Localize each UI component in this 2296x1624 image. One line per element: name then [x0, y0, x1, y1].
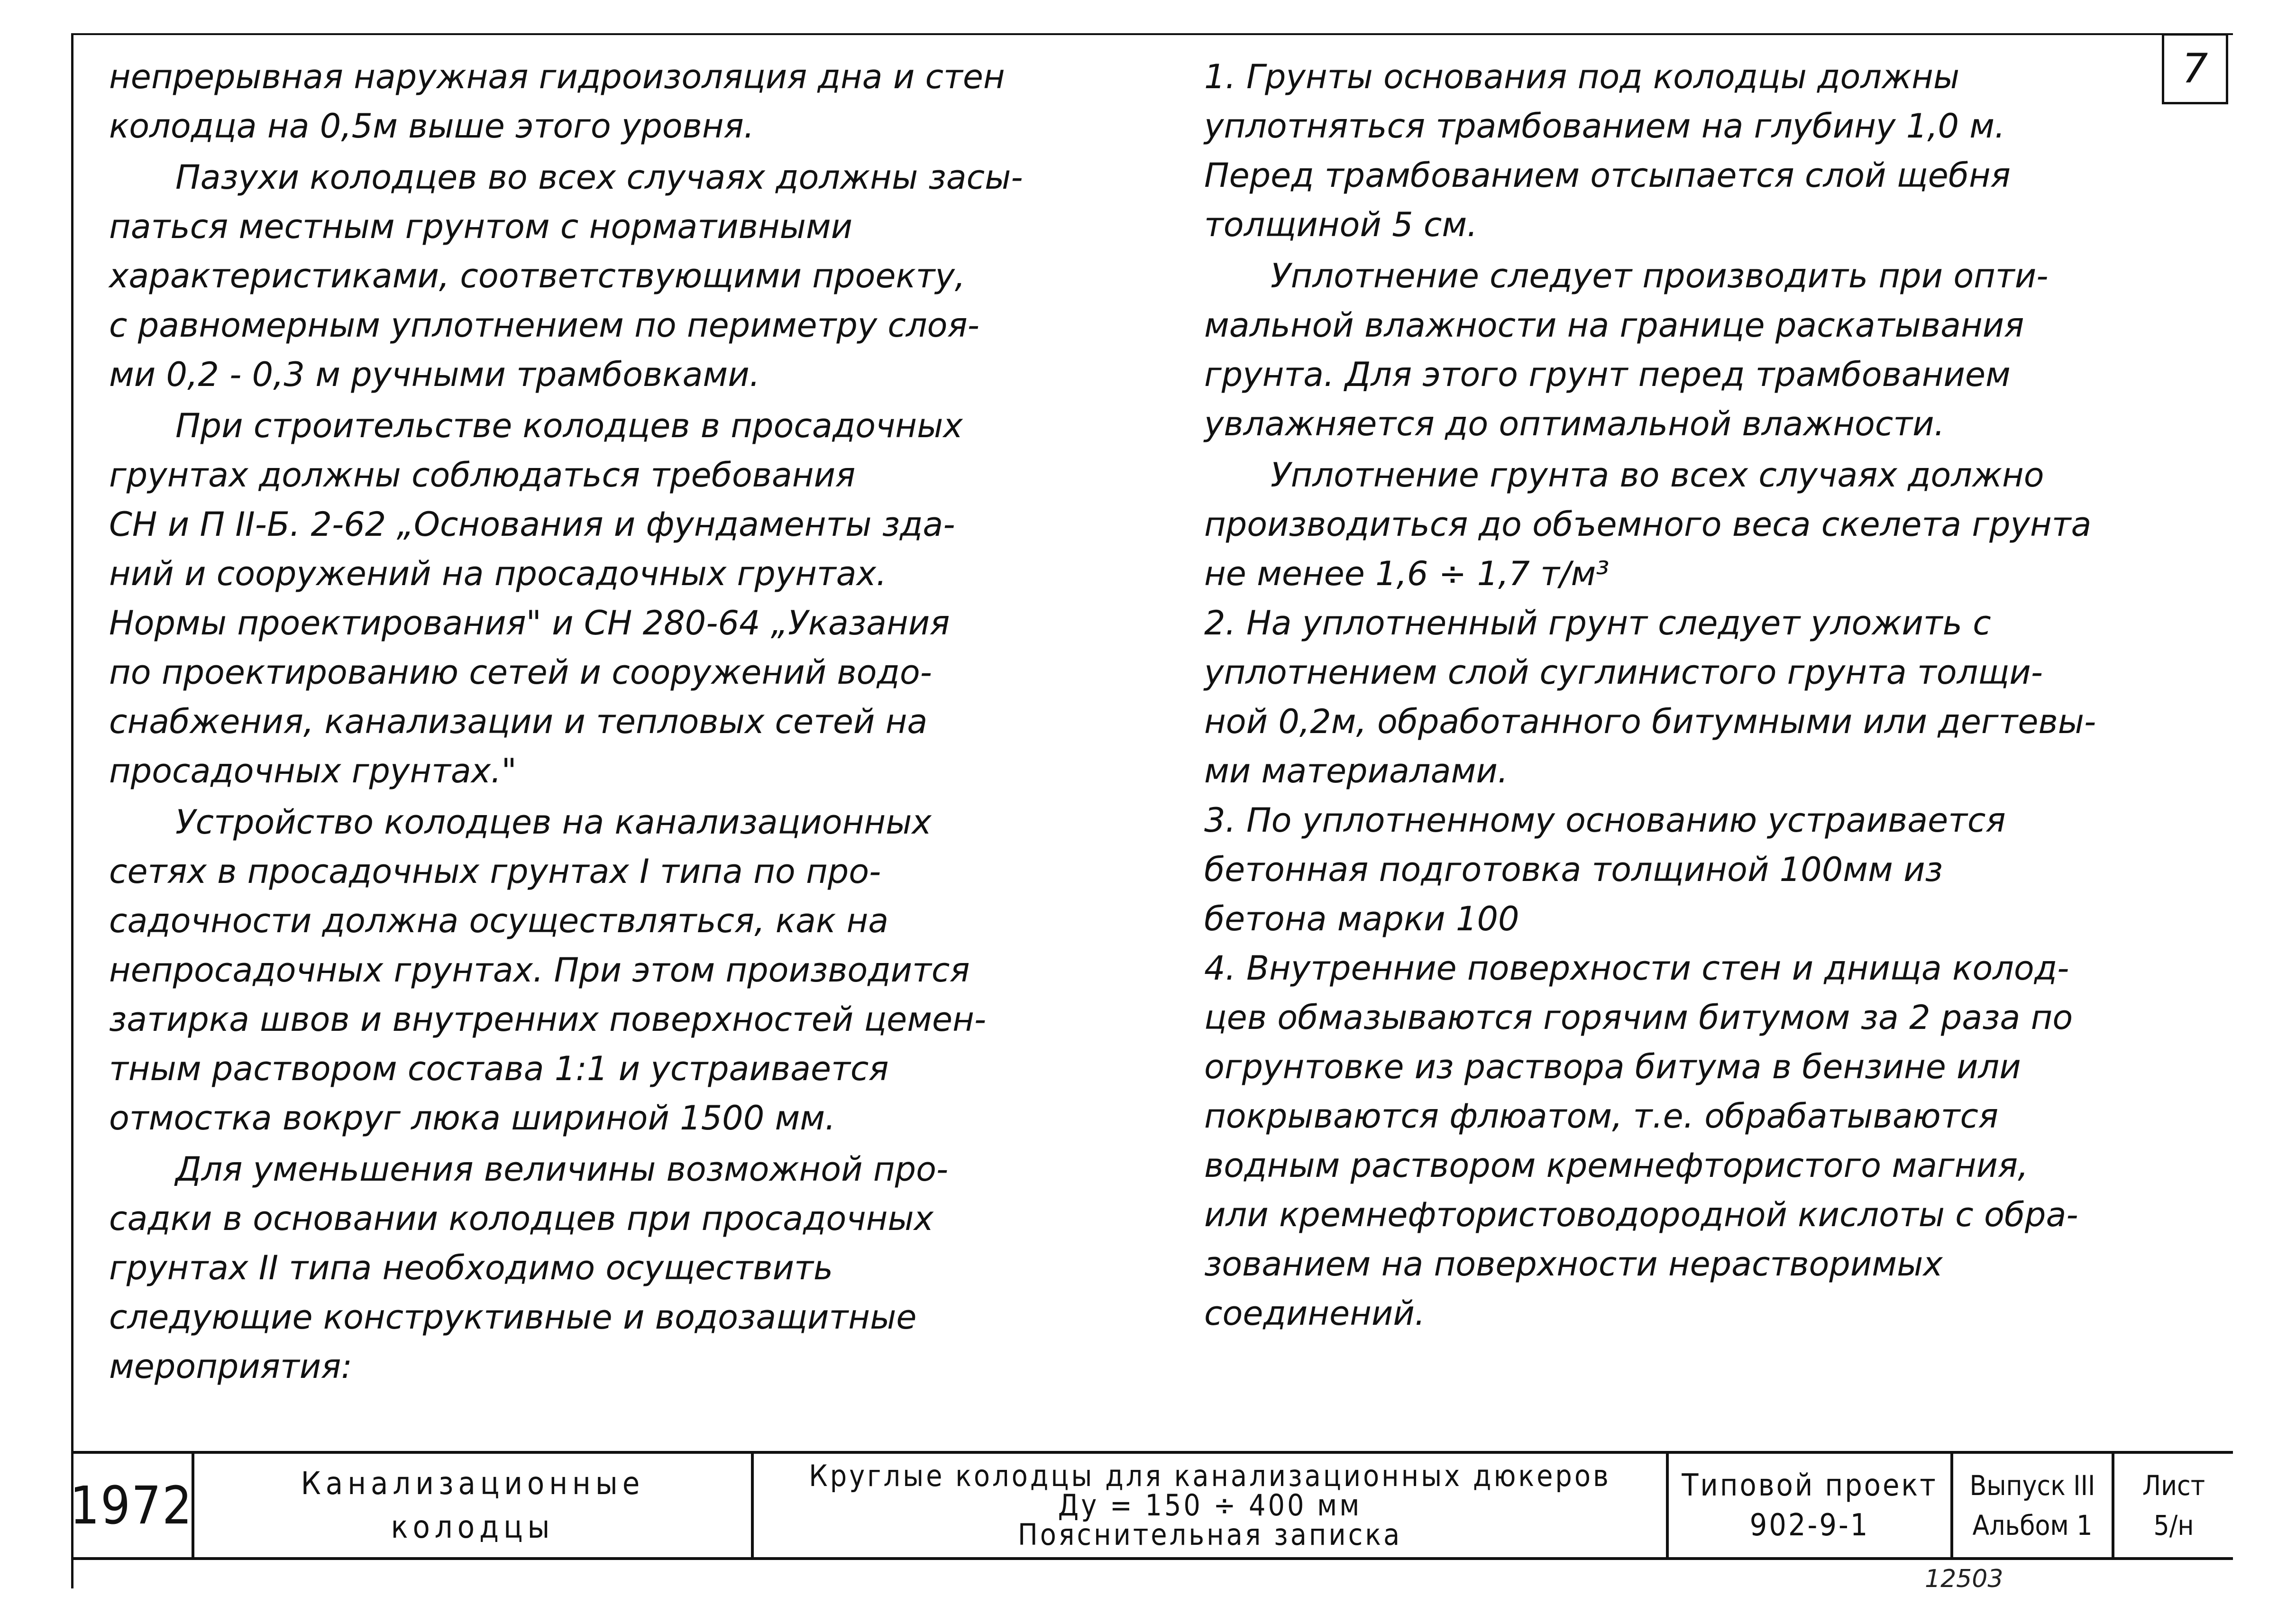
text-line: При строительстве колодцев в просадочных — [175, 406, 963, 445]
name-line-2: колодцы — [391, 1509, 555, 1545]
text-line: уплотнением слой суглинистого грунта толщи- — [1204, 653, 2043, 692]
text-line: просадочных грунтах." — [109, 752, 517, 790]
text-line: уплотняться трамбованием на глубину 1,0 м. — [1204, 107, 2005, 146]
text-line: грунта. Для этого грунт перед трамбованием — [1204, 355, 2011, 394]
text-line: затирка швов и внутренних поверхностей цемен- — [109, 1000, 987, 1039]
sheet-label: Лист — [2142, 1469, 2205, 1502]
right-text-column — [1204, 52, 2223, 1338]
text-line: толщиной 5 см. — [1204, 205, 1478, 244]
title-line-3: Пояснительная записка — [1017, 1517, 1402, 1552]
name-line-1: Канализационные — [301, 1465, 645, 1502]
text-line: паться местным грунтом с нормативными — [109, 207, 853, 246]
text-line: по проектированию сетей и сооружений водо- — [109, 653, 932, 692]
text-line: или кремнефтористоводородной кислоты с обра- — [1204, 1195, 2078, 1234]
text-line: покрываются флюатом, т.е. обрабатываются — [1204, 1097, 1999, 1136]
text-line: не менее 1,6 ÷ 1,7 т/м³ — [1204, 554, 1610, 593]
text-line: Нормы проектирования" и СН 280-64 „Указания — [109, 604, 950, 642]
text-line: 2. На уплотненный грунт следует уложить с — [1204, 604, 1991, 642]
title-line-2: Ду = 150 ÷ 400 мм — [1058, 1488, 1362, 1523]
text-line: ний и сооружений на просадочных грунтах. — [109, 554, 887, 593]
text-line: грунтах II типа необходимо осуществить — [109, 1248, 833, 1287]
title-block-sheet — [2114, 1454, 2233, 1557]
text-line: Уплотнение следует производить при опти- — [1271, 257, 2049, 295]
sheet-value: 5/н — [2153, 1509, 2194, 1541]
project-code: 902-9-1 — [1749, 1508, 1870, 1543]
text-line: тным раствором состава 1:1 и устраивается — [109, 1049, 889, 1088]
year-text: 1972 — [70, 1475, 193, 1536]
text-line: бетона марки 100 — [1204, 899, 1519, 938]
text-line: зованием на поверхности нерастворимых — [1204, 1245, 1943, 1284]
text-line: садочности должна осуществляться, как на — [109, 901, 889, 940]
text-line: ми материалами. — [1204, 752, 1509, 790]
frame-top-border — [71, 33, 2233, 35]
text-line: ми 0,2 - 0,3 м ручными трамбовками. — [109, 355, 760, 394]
text-line: цев обмазываются горячим битумом за 2 раза по — [1204, 998, 2073, 1037]
text-line: садки в основании колодцев при просадочных — [109, 1199, 934, 1238]
project-label: Типовой проект — [1682, 1468, 1938, 1503]
text-line: мероприятия: — [109, 1347, 352, 1386]
title-block-year — [71, 1454, 194, 1557]
text-line: увлажняется до оптимальной влажности. — [1204, 404, 1945, 443]
text-line: водным раствором кремнефтористого магния, — [1204, 1146, 2029, 1185]
text-line: непрерывная наружная гидроизоляция дна и стен — [109, 57, 1005, 96]
text-line: соединений. — [1204, 1294, 1426, 1333]
text-line: производиться до объемного веса скелета грунта — [1204, 505, 2092, 544]
text-line: сетях в просадочных грунтах I типа по про- — [109, 852, 881, 891]
text-line: Пазухи колодцев во всех случаях должны засы- — [175, 158, 1023, 197]
text-line: Для уменьшения величины возможной про- — [175, 1150, 949, 1189]
text-line: характеристиками, соответствующими проекту, — [109, 257, 966, 295]
album-label: Альбом 1 — [1972, 1509, 2093, 1541]
title-block-title — [754, 1454, 1669, 1557]
text-line: непросадочных грунтах. При этом производится — [109, 951, 970, 990]
sheet-number-box: 7 — [2162, 33, 2228, 104]
title-block-project — [1669, 1454, 1953, 1557]
issue-label: Выпуск III — [1969, 1469, 2095, 1502]
text-line: снабжения, канализации и тепловых сетей на — [109, 702, 928, 741]
footer-number: 12503 — [1925, 1565, 2003, 1593]
text-line: 1. Грунты основания под колодцы должны — [1204, 57, 1960, 96]
text-line: Устройство колодцев на канализационных — [175, 803, 932, 842]
text-line: Уплотнение грунта во всех случаях должно — [1271, 456, 2044, 495]
text-line: мальной влажности на границе раскатывания — [1204, 306, 2024, 345]
text-line: 4. Внутренние поверхности стен и днища колод- — [1204, 949, 2069, 988]
text-line: отмостка вокруг люка шириной 1500 мм. — [109, 1099, 836, 1138]
text-line: грунтах должны соблюдаться требования — [109, 456, 856, 495]
title-line-1: Круглые колодцы для канализационных дюкеров — [809, 1459, 1611, 1493]
text-line: бетонная подготовка толщиной 100мм из — [1204, 850, 1943, 889]
text-line: огрунтовке из раствора битума в бензине или — [1204, 1047, 2021, 1086]
title-block — [71, 1451, 2233, 1560]
frame-left-border — [71, 33, 73, 1588]
left-text-column — [109, 52, 1109, 1391]
text-line: Перед трамбованием отсыпается слой щебня — [1204, 156, 2011, 195]
title-block-name — [194, 1454, 754, 1557]
text-line: следующие конструктивные и водозащитные — [109, 1298, 917, 1337]
text-line: с равномерным уплотнением по периметру слоя- — [109, 306, 979, 345]
text-line: СН и П II-Б. 2-62 „Основания и фундаменты зда- — [109, 505, 955, 544]
text-line: 3. По уплотненному основанию устраивается — [1204, 801, 2006, 840]
text-line: колодца на 0,5м выше этого уровня. — [109, 107, 755, 146]
title-block-issue — [1953, 1454, 2114, 1557]
text-line: ной 0,2м, обработанного битумными или дегтевы- — [1204, 702, 2096, 741]
